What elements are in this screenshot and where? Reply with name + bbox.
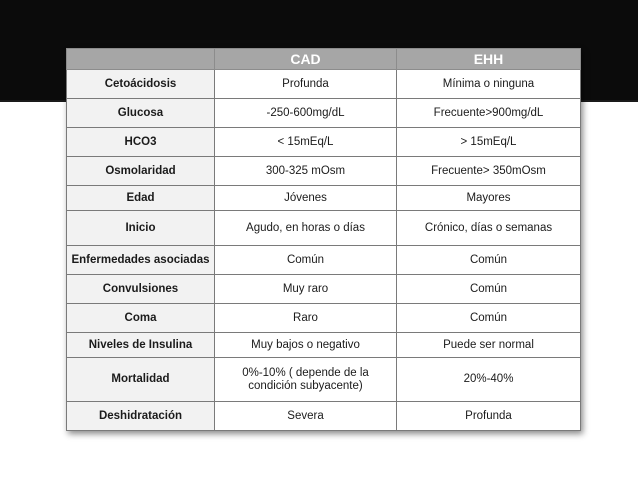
row-label: Cetoácidosis (67, 70, 215, 99)
cad-cell: Severa (215, 402, 397, 431)
row-label: Coma (67, 304, 215, 333)
ehh-cell: Frecuente>900mg/dL (397, 99, 581, 128)
table-row (67, 246, 581, 275)
comparison-table (66, 48, 581, 431)
table-row (67, 304, 581, 333)
cad-cell: Jóvenes (215, 186, 397, 211)
table-row (67, 157, 581, 186)
table-row (67, 275, 581, 304)
ehh-cell: Común (397, 246, 581, 275)
header-corner-cell (67, 49, 215, 70)
table-row (67, 402, 581, 431)
ehh-cell: > 15mEq/L (397, 128, 581, 157)
row-label: Glucosa (67, 99, 215, 128)
table-row (67, 70, 581, 99)
ehh-cell: 20%-40% (397, 358, 581, 402)
table-row (67, 333, 581, 358)
cad-cell: Común (215, 246, 397, 275)
cad-cell: Raro (215, 304, 397, 333)
table-row (67, 358, 581, 402)
cad-cell: < 15mEq/L (215, 128, 397, 157)
table-header-row (67, 49, 581, 70)
table-row (67, 99, 581, 128)
row-label: Edad (67, 186, 215, 211)
row-label: Inicio (67, 211, 215, 246)
table-row (67, 186, 581, 211)
cad-cell: -250-600mg/dL (215, 99, 397, 128)
cad-cell: 300-325 mOsm (215, 157, 397, 186)
row-label: Deshidratación (67, 402, 215, 431)
cad-cell: Profunda (215, 70, 397, 99)
ehh-cell: Profunda (397, 402, 581, 431)
cad-cell: Muy bajos o negativo (215, 333, 397, 358)
header-cad: CAD (215, 49, 397, 70)
table-row (67, 211, 581, 246)
ehh-cell: Común (397, 304, 581, 333)
ehh-cell: Frecuente> 350mOsm (397, 157, 581, 186)
table-row (67, 128, 581, 157)
row-label: Osmolaridad (67, 157, 215, 186)
row-label: HCO3 (67, 128, 215, 157)
row-label: Mortalidad (67, 358, 215, 402)
row-label: Enfermedades asociadas (67, 246, 215, 275)
slide-rule-right (580, 100, 638, 102)
row-label: Convulsiones (67, 275, 215, 304)
header-ehh: EHH (397, 49, 581, 70)
ehh-cell: Mayores (397, 186, 581, 211)
cad-cell: Agudo, en horas o días (215, 211, 397, 246)
ehh-cell: Mínima o ninguna (397, 70, 581, 99)
ehh-cell: Crónico, días o semanas (397, 211, 581, 246)
ehh-cell: Puede ser normal (397, 333, 581, 358)
row-label: Niveles de Insulina (67, 333, 215, 358)
cad-cell: 0%-10% ( depende de la condición subyacente) (215, 358, 397, 402)
ehh-cell: Común (397, 275, 581, 304)
slide-rule-left (0, 100, 66, 102)
cad-cell: Muy raro (215, 275, 397, 304)
